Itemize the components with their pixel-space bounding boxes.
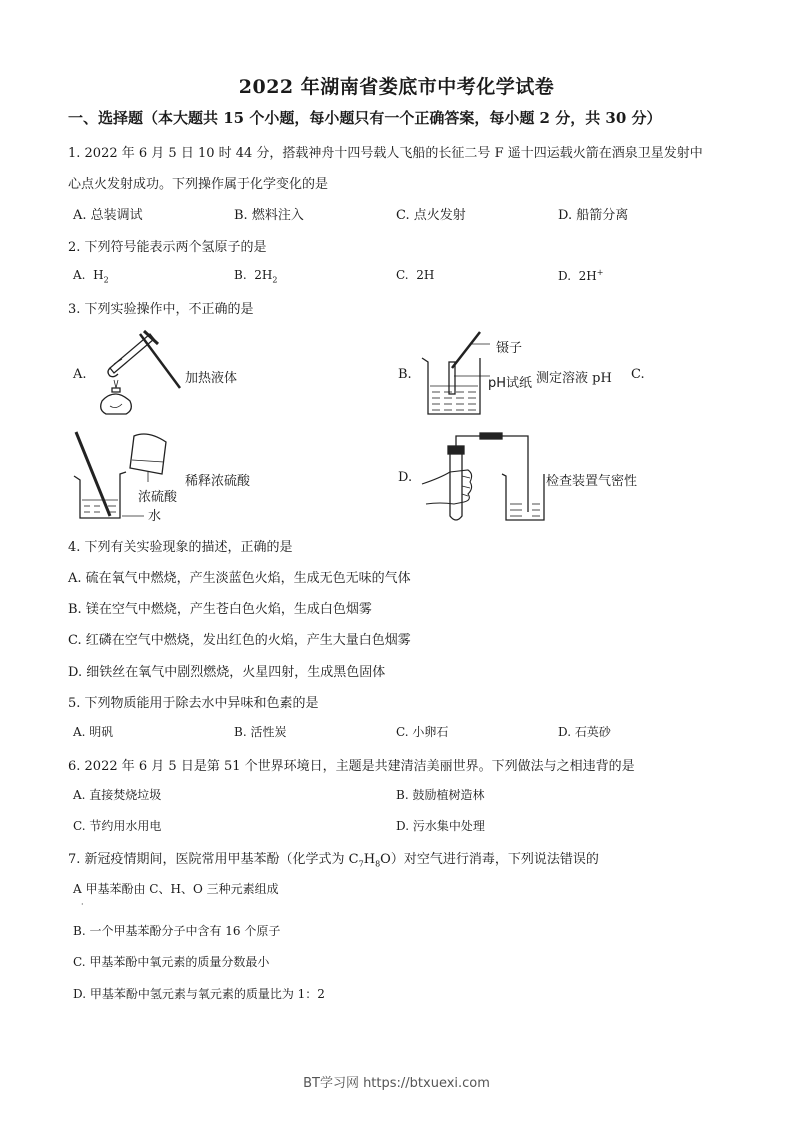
q3-option-b-label: B. (398, 367, 412, 382)
page-title: 2022 年湖南省娄底市中考化学试卷 (238, 76, 555, 98)
q5-stem: 5. 下列物质能用于除去水中异味和色素的是 (68, 696, 319, 711)
q1-option-a: A. 总装调试 (73, 208, 143, 223)
ph-paper-annotation: pH试纸 (488, 376, 533, 391)
q3-option-c-caption: 稀释浓硫酸 (185, 474, 251, 489)
footer-watermark: BT学习网 https://btxuexi.com (303, 1076, 490, 1091)
q4-option-d: D. 细铁丝在氧气中剧烈燃烧，火星四射，生成黑色固体 (68, 665, 386, 680)
q3-stem: 3. 下列实验操作中，不正确的是 (68, 302, 254, 317)
q3-option-d-label: D. (398, 470, 413, 485)
q4-option-a: A. 硫在氧气中燃烧，产生淡蓝色火焰，生成无色无味的气体 (68, 571, 411, 586)
q6-option-c: C. 节约用水用电 (73, 819, 162, 833)
q3-option-c-label: C. (631, 367, 645, 382)
formula-superscript: + (596, 268, 604, 277)
q3-option-d-caption: 检查装置气密性 (546, 474, 638, 489)
formula-subscript: 7 (358, 859, 364, 869)
option-label: B. (234, 268, 247, 282)
q3-option-a-label: A. (73, 367, 87, 382)
q7-stem (68, 848, 599, 869)
q1-option-b: B. 燃料注入 (234, 208, 304, 223)
airtightness-figure (420, 432, 545, 524)
q4-option-c: C. 红磷在空气中燃烧，发出红色的火焰，产生大量白色烟雾 (68, 633, 411, 648)
dilute-acid-figure (72, 428, 184, 524)
option-label: A. (73, 268, 86, 282)
formula-subscript: 2 (272, 275, 278, 285)
q3-option-b-caption: 测定溶液 pH (536, 371, 612, 386)
tweezers-annotation: 镊子 (496, 341, 523, 356)
q1-option-c: C. 点火发射 (396, 208, 466, 223)
q6-option-a: A. 直接焚烧垃圾 (73, 788, 162, 802)
q1-stem-line1: 1. 2022 年 6 月 5 日 10 时 44 分，搭载神舟十四号载人飞船的长征二号 F 遥十四运载火箭在酒泉卫星发射中 (68, 146, 703, 161)
section-heading: 一、选择题（本大题共 15 个小题，每小题只有一个正确答案，每小题 2 分，共 30 分） (68, 109, 662, 127)
q5-option-a: A. 明矾 (73, 725, 114, 739)
q4-stem: 4. 下列有关实验现象的描述，正确的是 (68, 540, 293, 555)
q5-option-d: D. 石英砂 (558, 725, 611, 739)
q2-option-a (73, 268, 109, 284)
acid-annotation: 浓硫酸 (138, 490, 178, 505)
q7-option-c: C. 甲基苯酚中氧元素的质量分数最小 (73, 955, 270, 969)
q2-option-b (234, 268, 277, 284)
heating-liquid-figure (92, 326, 182, 416)
formula-base: 2H (254, 268, 273, 282)
water-annotation: 水 (148, 509, 162, 524)
q1-option-d: D. 船箭分离 (558, 208, 629, 223)
q4-option-b: B. 镁在空气中燃烧，产生苍白色火焰，生成白色烟雾 (68, 602, 372, 617)
q6-option-b: B. 鼓励植树造林 (396, 788, 485, 802)
formula-base: 2H (416, 268, 435, 282)
option-label: C. (396, 268, 409, 282)
q6-stem: 6. 2022 年 6 月 5 日是第 51 个世界环境日，主题是共建清洁美丽世界。下列做法与之相违背的是 (68, 759, 635, 774)
q2-stem: 2. 下列符号能表示两个氢原子的是 (68, 240, 267, 255)
formula-base: H (93, 268, 104, 282)
q7-stem-post: O）对空气进行消毒，下列说法错误的 (380, 852, 599, 867)
q5-option-c: C. 小卵石 (396, 725, 449, 739)
formula-base: 2H (578, 269, 597, 283)
q3-option-a-caption: 加热液体 (185, 371, 238, 386)
formula-mid: H (363, 852, 376, 867)
q1-stem-line2: 心点火发射成功。下列操作属于化学变化的是 (68, 177, 329, 192)
q7-option-b: B. 一个甲基苯酚分子中含有 16 个原子 (73, 924, 281, 938)
q7-option-d: D. 甲基苯酚中氢元素与氧元素的质量比为 1：2 (73, 987, 325, 1001)
q7-stem-pre: 7. 新冠疫情期间，医院常用甲基苯酚（化学式为 C (68, 852, 359, 867)
q2-option-c (396, 268, 434, 282)
stray-mark: · (81, 900, 84, 909)
q6-option-d: D. 污水集中处理 (396, 819, 485, 833)
ph-test-figure (420, 330, 490, 418)
q2-option-d (558, 268, 603, 283)
formula-subscript: 2 (103, 275, 109, 285)
formula-subscript: 8 (375, 859, 381, 869)
q5-option-b: B. 活性炭 (234, 725, 287, 739)
option-label: D. (558, 269, 572, 283)
q7-option-a: A 甲基苯酚由 C、H、O 三种元素组成 (73, 882, 279, 896)
